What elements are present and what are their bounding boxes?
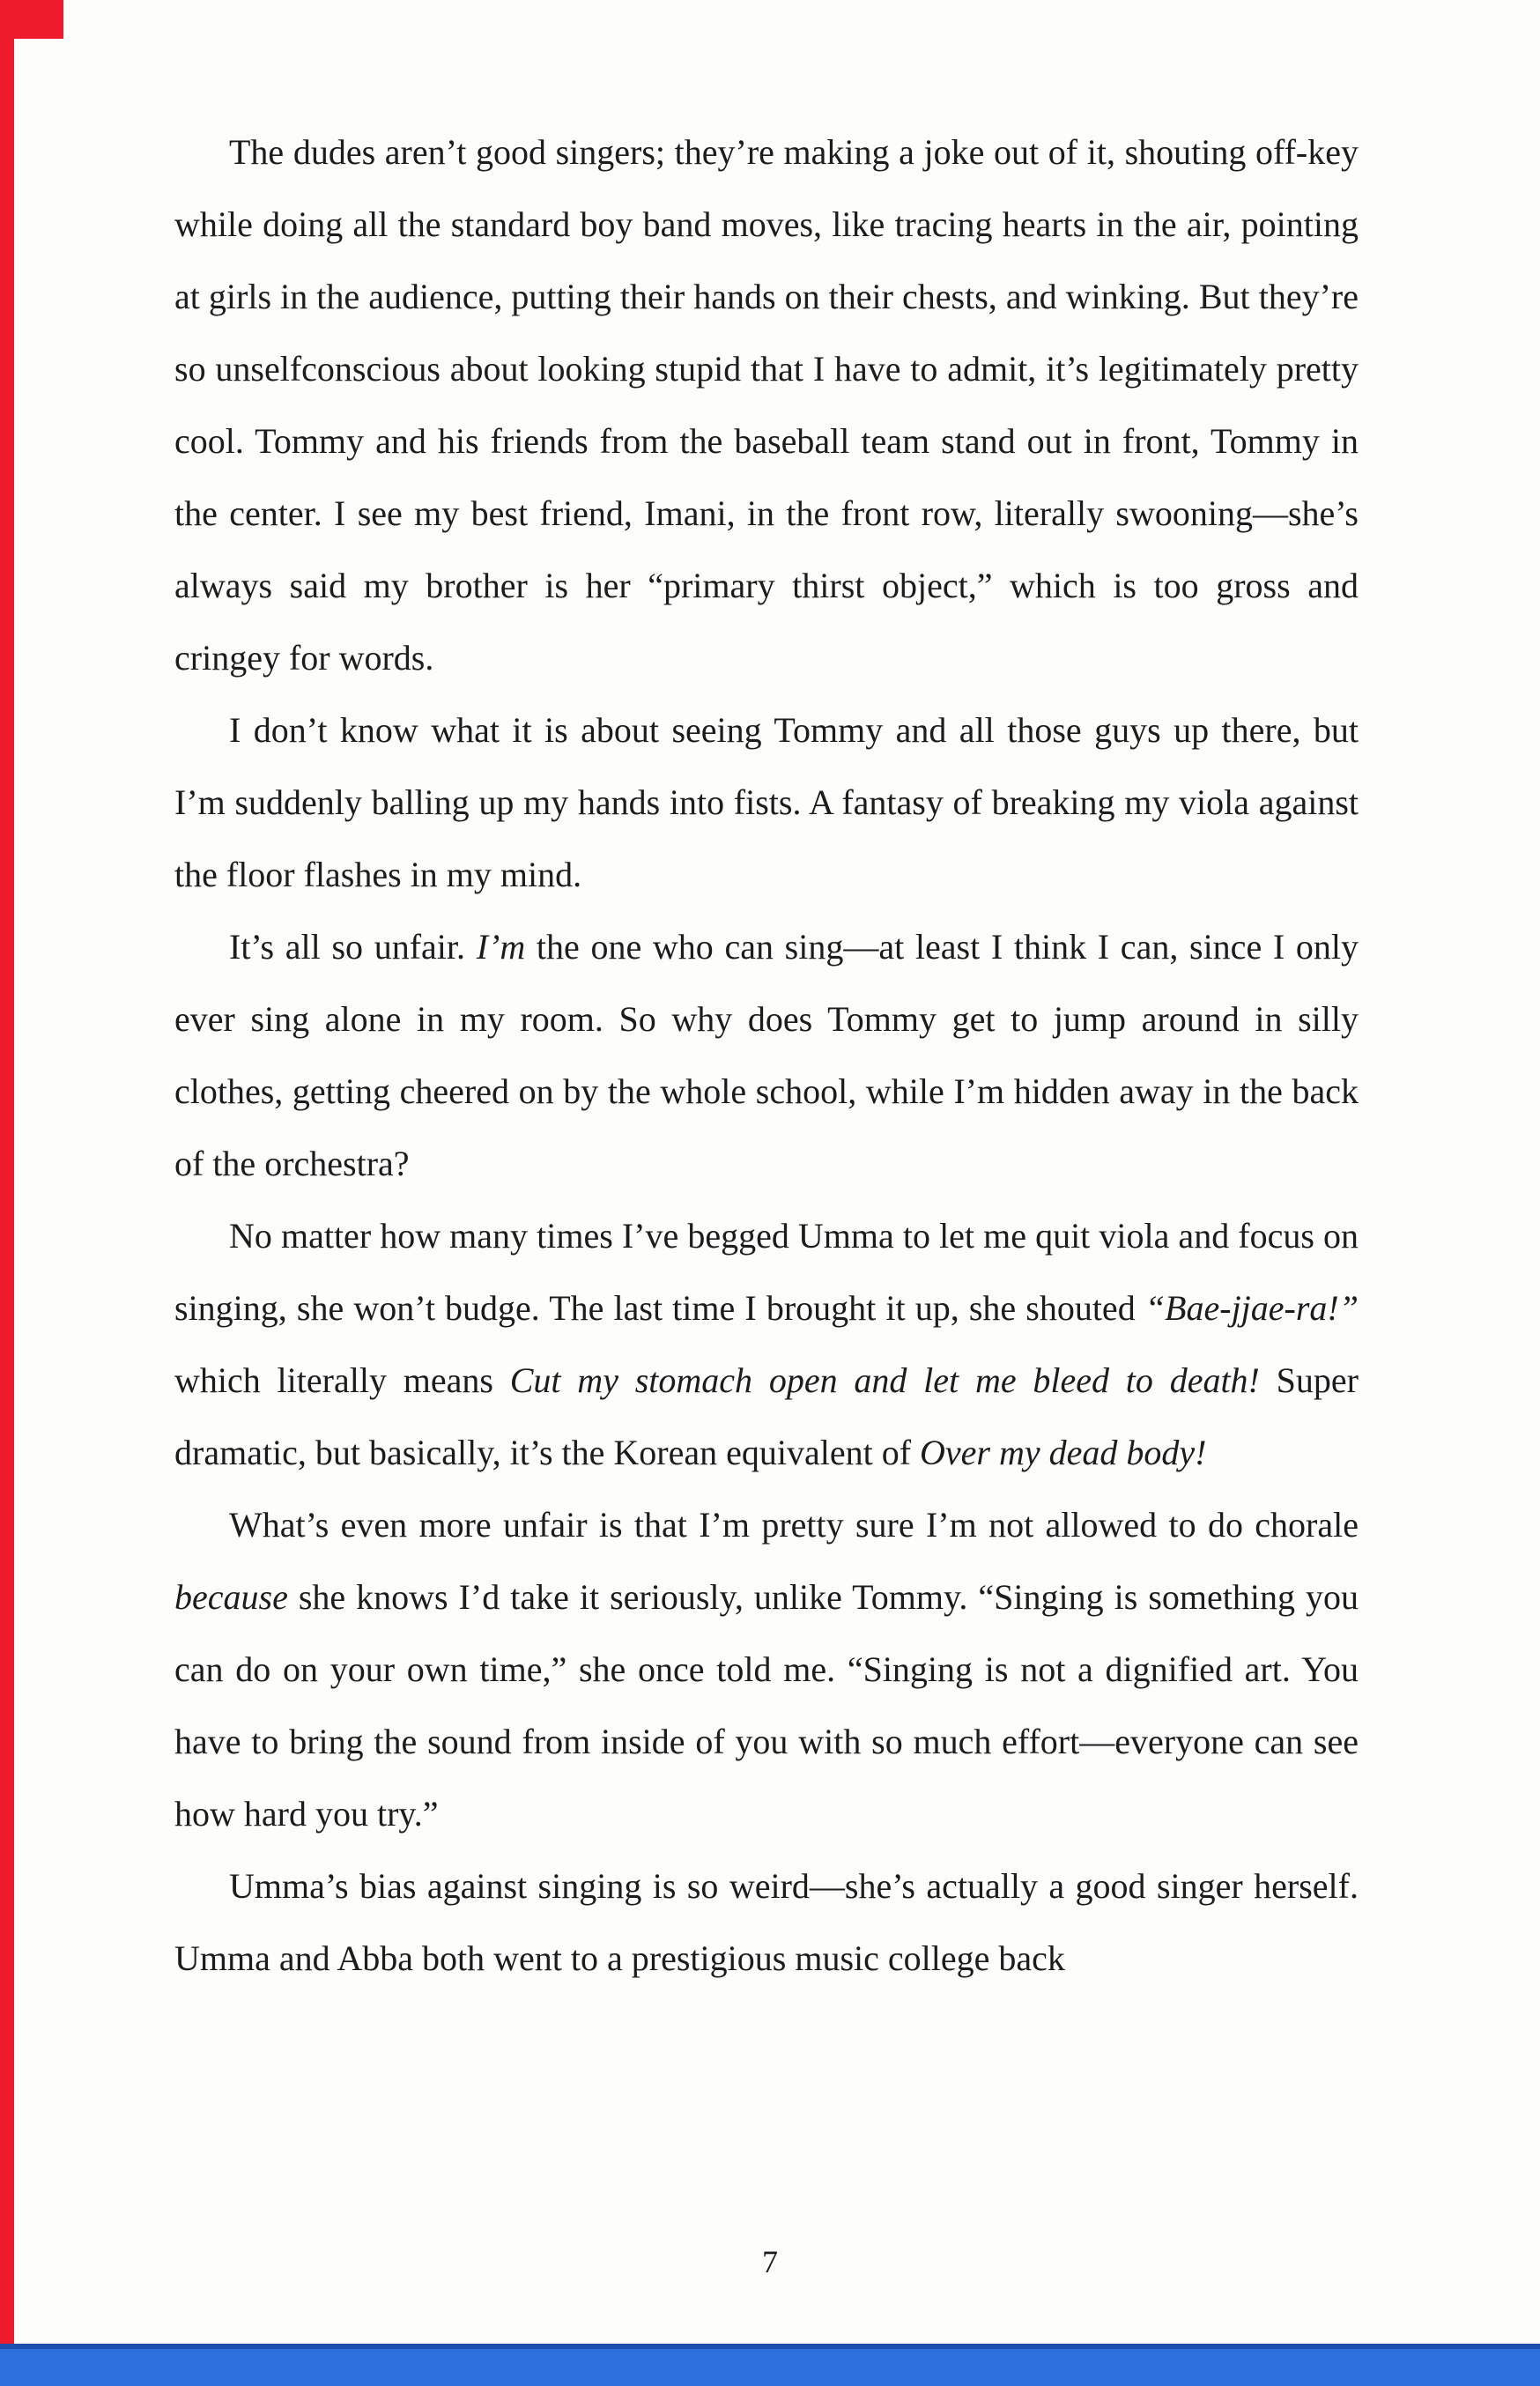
body-text: Super dramatic, but basically, it’s the Korean equivalent of <box>174 1360 1359 1472</box>
body-text: which literally means <box>174 1360 510 1400</box>
paragraph <box>174 1200 1359 1489</box>
body-text: No matter how many times I’ve begged Umma to let me quit viola and focus on singing, she won’t budge. The last time I brought it up, she shouted <box>174 1216 1359 1328</box>
italic-text: I’m <box>476 927 526 967</box>
paragraph <box>174 694 1359 911</box>
book-cover-left-edge-corner <box>0 0 63 39</box>
paragraph <box>174 116 1359 694</box>
italic-text: because <box>174 1577 288 1617</box>
paragraph <box>174 911 1359 1200</box>
page-text <box>174 116 1359 1995</box>
italic-text: Cut my stomach open and let me bleed to death! <box>509 1360 1260 1400</box>
paragraph <box>174 1489 1359 1850</box>
italic-text: “Bae-jjae-ra!” <box>1144 1288 1359 1328</box>
body-text: I don’t know what it is about seeing Tommy and all those guys up there, but I’m suddenly balling up my hands into fists. A fantasy of breaking my viola against the floor flashes in my mind. <box>174 710 1359 894</box>
italic-text: Over my dead body! <box>920 1433 1207 1472</box>
body-text: she knows I’d take it seriously, unlike Tommy. “Singing is something you can do on your own time,” she once told me. “Singing is not a dignified art. You have to bring the sound from inside of you with so much effort—everyone can see how hard you try.” <box>174 1577 1359 1834</box>
body-text: What’s even more unfair is that I’m pretty sure I’m not allowed to do chorale <box>229 1505 1359 1545</box>
book-cover-bottom-edge <box>0 2344 1540 2386</box>
body-text: It’s all so unfair. <box>229 927 477 967</box>
body-text: the one who can sing—at least I think I can, since I only ever sing alone in my room. So why does Tommy get to jump around in silly clothes, getting cheered on by the whole school, while I’m hidden away in the back of the orchestra? <box>174 927 1359 1183</box>
page-number: 7 <box>762 2244 778 2279</box>
paragraph <box>174 1850 1359 1995</box>
body-text: The dudes aren’t good singers; they’re making a joke out of it, shouting off-key while doing all the standard boy band moves, like tracing hearts in the air, pointing at girls in the audience, putting their hands on their chests, and winking. But they’re so unselfconscious about looking stupid that I have to admit, it’s legitimately pretty cool. Tommy and his friends from the baseball team stand out in front, Tommy in the center. I see my best friend, Imani, in the front row, literally swooning—she’s always said my brother is her “primary thirst object,” which is too gross and cringey for words. <box>174 132 1359 678</box>
book-cover-left-edge <box>0 0 14 2386</box>
body-text: Umma’s bias against singing is so weird—she’s actually a good singer herself. Umma and Abba both went to a prestigious music college back <box>174 1866 1359 1978</box>
